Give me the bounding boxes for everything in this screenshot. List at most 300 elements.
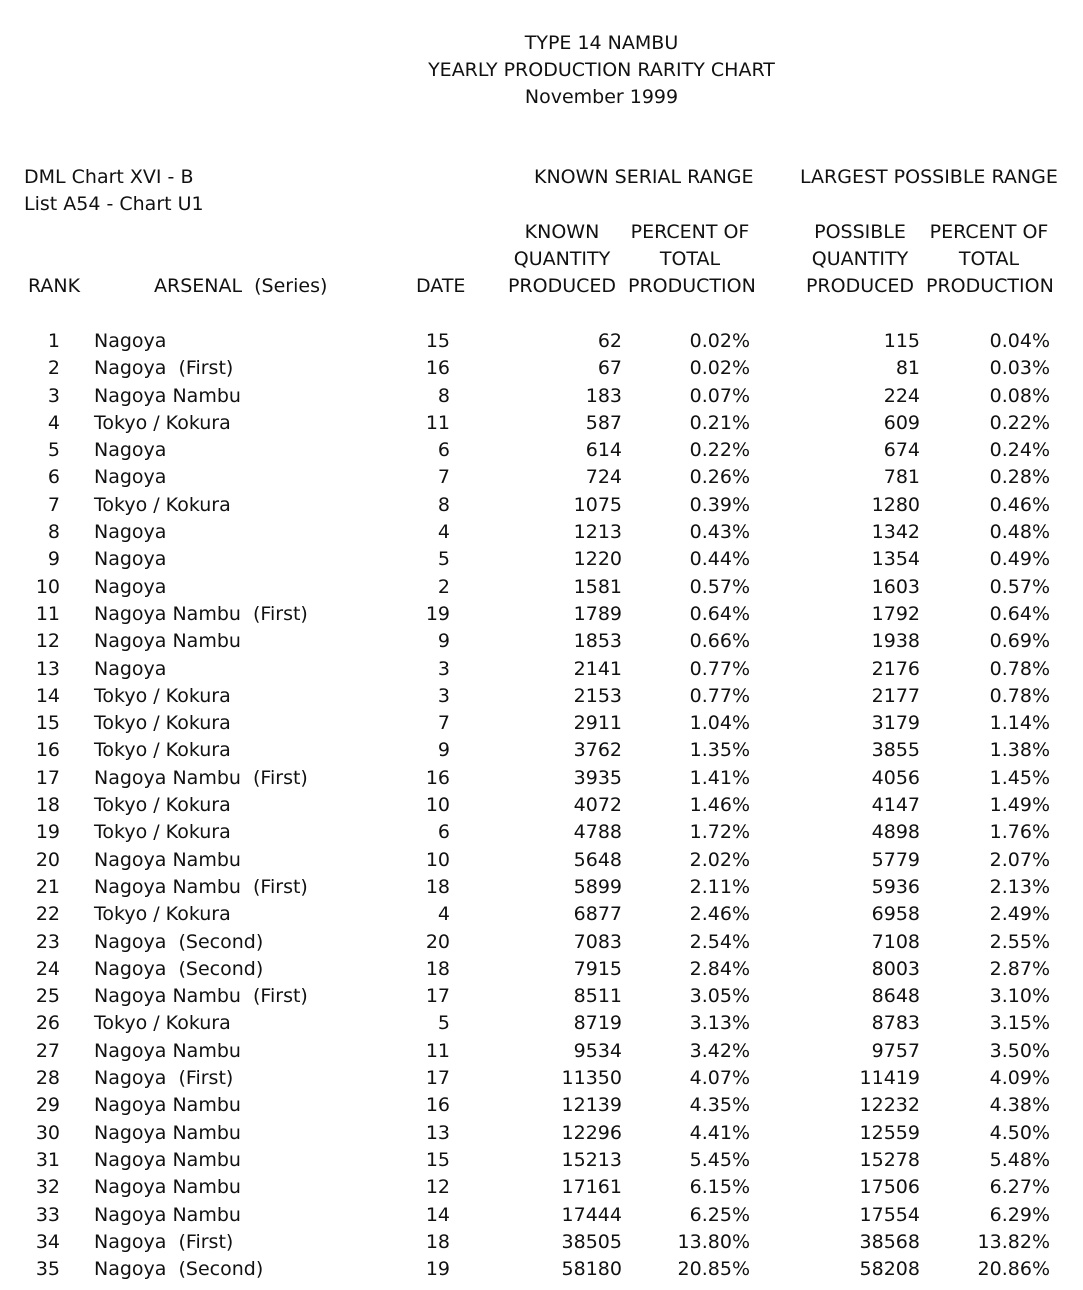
possible-quantity-cell: 58208 xyxy=(859,1258,920,1281)
known-percent-cell: 0.43% xyxy=(689,521,750,544)
known-percent-cell: 5.45% xyxy=(689,1148,750,1171)
known-quantity-cell: 1853 xyxy=(573,630,622,653)
header-line: PERCENT OF xyxy=(929,221,1049,243)
known-quantity-cell: 67 xyxy=(597,357,622,380)
known-quantity-cell: 11350 xyxy=(561,1067,622,1090)
known-quantity-cell: 1581 xyxy=(573,575,622,598)
rank-cell: 27 xyxy=(35,1039,60,1062)
known-percent-cell: 1.41% xyxy=(689,766,750,789)
date-cell: 18 xyxy=(425,957,450,980)
group-largest-possible-range: LARGEST POSSIBLE RANGE xyxy=(800,166,1058,188)
possible-percent-cell: 2.49% xyxy=(989,903,1050,926)
possible-percent-cell: 2.13% xyxy=(989,875,1050,898)
known-percent-cell: 4.35% xyxy=(689,1094,750,1117)
arsenal-cell: Nagoya xyxy=(94,657,167,680)
rank-cell: 7 xyxy=(47,493,60,516)
header-line: POSSIBLE xyxy=(814,221,906,243)
known-percent-cell: 3.05% xyxy=(689,985,750,1008)
known-percent-cell: 6.15% xyxy=(689,1176,750,1199)
table-row xyxy=(0,1202,1083,1229)
possible-percent-cell: 0.08% xyxy=(989,384,1050,407)
rank-cell: 8 xyxy=(47,521,60,544)
arsenal-cell: Nagoya (First) xyxy=(94,1230,234,1253)
possible-percent-cell: 2.55% xyxy=(989,930,1050,953)
arsenal-cell: Tokyo / Kokura xyxy=(94,739,231,762)
known-percent-cell: 2.02% xyxy=(689,848,750,871)
known-quantity-cell: 8511 xyxy=(573,985,622,1008)
possible-percent-cell: 5.48% xyxy=(989,1148,1050,1171)
date-cell: 8 xyxy=(437,384,450,407)
possible-percent-cell: 6.29% xyxy=(989,1203,1050,1226)
table-row xyxy=(0,1038,1083,1065)
known-percent-cell: 2.54% xyxy=(689,930,750,953)
rank-cell: 6 xyxy=(47,466,60,489)
date-cell: 18 xyxy=(425,1230,450,1253)
rank-cell: 22 xyxy=(35,903,60,926)
date-cell: 10 xyxy=(425,848,450,871)
possible-quantity-cell: 2176 xyxy=(871,657,920,680)
possible-quantity-cell: 115 xyxy=(883,330,920,352)
known-percent-cell: 0.02% xyxy=(689,330,750,352)
known-percent-cell: 1.35% xyxy=(689,739,750,762)
possible-quantity-cell: 7108 xyxy=(871,930,920,953)
table-row xyxy=(0,464,1083,491)
date-cell: 3 xyxy=(437,684,450,707)
date-cell: 15 xyxy=(425,330,450,352)
date-cell: 2 xyxy=(437,575,450,598)
possible-percent-cell: 0.03% xyxy=(989,357,1050,380)
known-percent-cell: 20.85% xyxy=(677,1258,750,1281)
chart-title: TYPE 14 NAMBU xyxy=(524,32,679,54)
possible-percent-cell: 1.45% xyxy=(989,766,1050,789)
rank-cell: 15 xyxy=(35,712,60,735)
possible-quantity-cell: 1603 xyxy=(871,575,920,598)
possible-percent-cell: 2.07% xyxy=(989,848,1050,871)
date-cell: 7 xyxy=(437,466,450,489)
date-cell: 12 xyxy=(425,1176,450,1199)
arsenal-cell: Tokyo / Kokura xyxy=(94,821,231,844)
header-known-quantity xyxy=(506,219,618,300)
possible-quantity-cell: 8783 xyxy=(871,1012,920,1035)
header-line: PERCENT OF xyxy=(630,221,750,243)
possible-quantity-cell: 5936 xyxy=(871,875,920,898)
known-percent-cell: 0.57% xyxy=(689,575,750,598)
possible-quantity-cell: 2177 xyxy=(871,684,920,707)
possible-quantity-cell: 3855 xyxy=(871,739,920,762)
possible-percent-cell: 0.69% xyxy=(989,630,1050,653)
arsenal-cell: Tokyo / Kokura xyxy=(94,684,231,707)
table-row xyxy=(0,683,1083,710)
arsenal-cell: Tokyo / Kokura xyxy=(94,712,231,735)
known-percent-cell: 0.21% xyxy=(689,411,750,434)
date-cell: 19 xyxy=(425,602,450,625)
possible-percent-cell: 1.49% xyxy=(989,794,1050,817)
known-quantity-cell: 724 xyxy=(585,466,622,489)
date-cell: 11 xyxy=(425,1039,450,1062)
list-id: List A54 - Chart U1 xyxy=(24,193,204,215)
rank-cell: 28 xyxy=(35,1067,60,1090)
known-quantity-cell: 4788 xyxy=(573,821,622,844)
known-quantity-cell: 1213 xyxy=(573,521,622,544)
date-cell: 9 xyxy=(437,739,450,762)
known-quantity-cell: 614 xyxy=(585,439,622,462)
arsenal-cell: Nagoya xyxy=(94,439,167,462)
date-cell: 8 xyxy=(437,493,450,516)
possible-quantity-cell: 3179 xyxy=(871,712,920,735)
rank-cell: 9 xyxy=(47,548,60,571)
rank-cell: 19 xyxy=(35,821,60,844)
header-line: TOTAL xyxy=(958,248,1020,270)
arsenal-cell: Nagoya (Second) xyxy=(94,930,264,953)
known-quantity-cell: 2141 xyxy=(573,657,622,680)
possible-quantity-cell: 9757 xyxy=(871,1039,920,1062)
known-quantity-cell: 58180 xyxy=(561,1258,622,1281)
possible-percent-cell: 0.49% xyxy=(989,548,1050,571)
known-quantity-cell: 3935 xyxy=(573,766,622,789)
rank-cell: 13 xyxy=(35,657,60,680)
possible-percent-cell: 0.24% xyxy=(989,439,1050,462)
header-rank: RANK xyxy=(28,275,81,297)
possible-percent-cell: 0.78% xyxy=(989,657,1050,680)
rank-cell: 12 xyxy=(35,630,60,653)
possible-quantity-cell: 4147 xyxy=(871,794,920,817)
table-row xyxy=(0,765,1083,792)
possible-quantity-cell: 1938 xyxy=(871,630,920,653)
date-cell: 5 xyxy=(437,1012,450,1035)
possible-quantity-cell: 609 xyxy=(883,411,920,434)
known-percent-cell: 0.44% xyxy=(689,548,750,571)
arsenal-cell: Nagoya Nambu xyxy=(94,848,241,871)
possible-quantity-cell: 4898 xyxy=(871,821,920,844)
arsenal-cell: Nagoya (Second) xyxy=(94,957,264,980)
date-cell: 4 xyxy=(437,903,450,926)
chart-date: November 1999 xyxy=(524,86,679,108)
rank-cell: 29 xyxy=(35,1094,60,1117)
arsenal-cell: Nagoya (Second) xyxy=(94,1258,264,1281)
rank-cell: 1 xyxy=(47,330,60,352)
known-percent-cell: 0.77% xyxy=(689,684,750,707)
date-cell: 4 xyxy=(437,521,450,544)
arsenal-cell: Tokyo / Kokura xyxy=(94,493,231,516)
table-row xyxy=(0,355,1083,382)
chart-subtitle: YEARLY PRODUCTION RARITY CHART xyxy=(428,59,775,81)
date-cell: 16 xyxy=(425,1094,450,1117)
date-cell: 7 xyxy=(437,712,450,735)
possible-quantity-cell: 11419 xyxy=(859,1067,920,1090)
rank-cell: 34 xyxy=(35,1230,60,1253)
possible-quantity-cell: 1280 xyxy=(871,493,920,516)
possible-quantity-cell: 17506 xyxy=(859,1176,920,1199)
known-quantity-cell: 2153 xyxy=(573,684,622,707)
rank-cell: 14 xyxy=(35,684,60,707)
table-row xyxy=(0,901,1083,928)
date-cell: 3 xyxy=(437,657,450,680)
arsenal-cell: Nagoya Nambu xyxy=(94,630,241,653)
possible-percent-cell: 1.38% xyxy=(989,739,1050,762)
known-quantity-cell: 7915 xyxy=(573,957,622,980)
arsenal-cell: Nagoya Nambu (First) xyxy=(94,875,308,898)
table-row xyxy=(0,956,1083,983)
table-row xyxy=(0,410,1083,437)
known-quantity-cell: 2911 xyxy=(573,712,622,735)
known-percent-cell: 6.25% xyxy=(689,1203,750,1226)
table-row xyxy=(0,929,1083,956)
known-percent-cell: 0.39% xyxy=(689,493,750,516)
known-percent-cell: 1.04% xyxy=(689,712,750,735)
header-possible-quantity xyxy=(804,219,916,300)
known-quantity-cell: 12139 xyxy=(561,1094,622,1117)
arsenal-cell: Nagoya Nambu (First) xyxy=(94,985,308,1008)
header-line: PRODUCED xyxy=(805,275,915,297)
possible-percent-cell: 0.64% xyxy=(989,602,1050,625)
rank-cell: 17 xyxy=(35,766,60,789)
known-quantity-cell: 8719 xyxy=(573,1012,622,1035)
arsenal-cell: Nagoya Nambu xyxy=(94,1148,241,1171)
table-row xyxy=(0,847,1083,874)
arsenal-cell: Nagoya xyxy=(94,548,167,571)
date-cell: 17 xyxy=(425,1067,450,1090)
arsenal-cell: Nagoya Nambu (First) xyxy=(94,766,308,789)
possible-quantity-cell: 1792 xyxy=(871,602,920,625)
possible-percent-cell: 20.86% xyxy=(977,1258,1050,1281)
possible-percent-cell: 2.87% xyxy=(989,957,1050,980)
known-percent-cell: 3.42% xyxy=(689,1039,750,1062)
header-line: QUANTITY xyxy=(811,248,909,270)
possible-quantity-cell: 38568 xyxy=(859,1230,920,1253)
arsenal-cell: Nagoya Nambu xyxy=(94,1121,241,1144)
date-cell: 14 xyxy=(425,1203,450,1226)
group-known-serial-range: KNOWN SERIAL RANGE xyxy=(534,166,754,188)
possible-quantity-cell: 15278 xyxy=(859,1148,920,1171)
possible-percent-cell: 4.38% xyxy=(989,1094,1050,1117)
table-row xyxy=(0,1092,1083,1119)
arsenal-cell: Nagoya (First) xyxy=(94,357,234,380)
possible-quantity-cell: 12559 xyxy=(859,1121,920,1144)
known-percent-cell: 0.22% xyxy=(689,439,750,462)
known-percent-cell: 3.13% xyxy=(689,1012,750,1035)
table-row xyxy=(0,437,1083,464)
possible-percent-cell: 3.10% xyxy=(989,985,1050,1008)
known-quantity-cell: 183 xyxy=(585,384,622,407)
possible-percent-cell: 0.48% xyxy=(989,521,1050,544)
known-percent-cell: 2.84% xyxy=(689,957,750,980)
possible-percent-cell: 0.28% xyxy=(989,466,1050,489)
possible-quantity-cell: 8648 xyxy=(871,985,920,1008)
date-cell: 13 xyxy=(425,1121,450,1144)
possible-percent-cell: 4.09% xyxy=(989,1067,1050,1090)
table-row xyxy=(0,792,1083,819)
known-percent-cell: 2.11% xyxy=(689,875,750,898)
possible-quantity-cell: 224 xyxy=(883,384,920,407)
known-quantity-cell: 12296 xyxy=(561,1121,622,1144)
rank-cell: 10 xyxy=(35,575,60,598)
header-line: PRODUCED xyxy=(507,275,617,297)
arsenal-cell: Nagoya xyxy=(94,521,167,544)
known-quantity-cell: 62 xyxy=(597,330,622,352)
known-percent-cell: 13.80% xyxy=(677,1230,750,1253)
rank-cell: 25 xyxy=(35,985,60,1008)
known-percent-cell: 4.41% xyxy=(689,1121,750,1144)
possible-quantity-cell: 1354 xyxy=(871,548,920,571)
header-date: DATE xyxy=(416,275,466,297)
table-row xyxy=(0,1120,1083,1147)
table-row xyxy=(0,574,1083,601)
date-cell: 10 xyxy=(425,794,450,817)
table-row xyxy=(0,1174,1083,1201)
known-percent-cell: 2.46% xyxy=(689,903,750,926)
arsenal-cell: Nagoya xyxy=(94,330,167,352)
rank-cell: 4 xyxy=(47,411,60,434)
possible-quantity-cell: 8003 xyxy=(871,957,920,980)
header-line: TOTAL xyxy=(659,248,721,270)
known-percent-cell: 0.26% xyxy=(689,466,750,489)
header-arsenal: ARSENAL (Series) xyxy=(154,275,328,297)
rank-cell: 20 xyxy=(35,848,60,871)
table-row xyxy=(0,819,1083,846)
known-quantity-cell: 17444 xyxy=(561,1203,622,1226)
rank-cell: 24 xyxy=(35,957,60,980)
known-percent-cell: 1.72% xyxy=(689,821,750,844)
chart-id: DML Chart XVI - B xyxy=(24,166,194,188)
possible-percent-cell: 13.82% xyxy=(977,1230,1050,1253)
known-percent-cell: 0.66% xyxy=(689,630,750,653)
known-percent-cell: 1.46% xyxy=(689,794,750,817)
table-row xyxy=(0,874,1083,901)
arsenal-cell: Tokyo / Kokura xyxy=(94,1012,231,1035)
possible-quantity-cell: 781 xyxy=(883,466,920,489)
rank-cell: 31 xyxy=(35,1148,60,1171)
known-quantity-cell: 587 xyxy=(585,411,622,434)
rank-cell: 30 xyxy=(35,1121,60,1144)
arsenal-cell: Nagoya Nambu xyxy=(94,1094,241,1117)
arsenal-cell: Nagoya Nambu (First) xyxy=(94,602,308,625)
possible-quantity-cell: 81 xyxy=(895,357,920,380)
table-row xyxy=(0,1229,1083,1256)
known-quantity-cell: 1075 xyxy=(573,493,622,516)
rank-cell: 11 xyxy=(35,602,60,625)
header-possible-percent xyxy=(926,219,1052,300)
header-line: QUANTITY xyxy=(513,248,611,270)
table-row xyxy=(0,601,1083,628)
arsenal-cell: Nagoya Nambu xyxy=(94,1039,241,1062)
possible-quantity-cell: 6958 xyxy=(871,903,920,926)
rank-cell: 3 xyxy=(47,384,60,407)
known-percent-cell: 0.77% xyxy=(689,657,750,680)
header-known-percent xyxy=(628,219,756,300)
arsenal-cell: Tokyo / Kokura xyxy=(94,411,231,434)
table-row xyxy=(0,737,1083,764)
arsenal-cell: Nagoya (First) xyxy=(94,1067,234,1090)
date-cell: 6 xyxy=(437,439,450,462)
arsenal-cell: Tokyo / Kokura xyxy=(94,794,231,817)
arsenal-cell: Nagoya Nambu xyxy=(94,384,241,407)
possible-quantity-cell: 12232 xyxy=(859,1094,920,1117)
known-percent-cell: 0.02% xyxy=(689,357,750,380)
arsenal-cell: Tokyo / Kokura xyxy=(94,903,231,926)
known-percent-cell: 0.64% xyxy=(689,602,750,625)
known-quantity-cell: 4072 xyxy=(573,794,622,817)
table-row xyxy=(0,546,1083,573)
possible-percent-cell: 4.50% xyxy=(989,1121,1050,1144)
known-quantity-cell: 3762 xyxy=(573,739,622,762)
known-quantity-cell: 5899 xyxy=(573,875,622,898)
known-quantity-cell: 1789 xyxy=(573,602,622,625)
rarity-table-body xyxy=(0,328,1083,1283)
rank-cell: 33 xyxy=(35,1203,60,1226)
possible-percent-cell: 0.22% xyxy=(989,411,1050,434)
table-row xyxy=(0,710,1083,737)
date-cell: 5 xyxy=(437,548,450,571)
possible-percent-cell: 1.14% xyxy=(989,712,1050,735)
known-quantity-cell: 6877 xyxy=(573,903,622,926)
table-row xyxy=(0,492,1083,519)
rank-cell: 18 xyxy=(35,794,60,817)
table-row xyxy=(0,983,1083,1010)
date-cell: 20 xyxy=(425,930,450,953)
rank-cell: 5 xyxy=(47,439,60,462)
header-line: PRODUCTION xyxy=(926,275,1054,297)
arsenal-cell: Nagoya xyxy=(94,575,167,598)
possible-percent-cell: 0.57% xyxy=(989,575,1050,598)
date-cell: 6 xyxy=(437,821,450,844)
table-row xyxy=(0,328,1083,355)
date-cell: 17 xyxy=(425,985,450,1008)
table-row xyxy=(0,1256,1083,1283)
header-line: KNOWN xyxy=(524,221,600,243)
date-cell: 16 xyxy=(425,766,450,789)
possible-percent-cell: 6.27% xyxy=(989,1176,1050,1199)
table-row xyxy=(0,383,1083,410)
date-cell: 16 xyxy=(425,357,450,380)
table-row xyxy=(0,519,1083,546)
table-row xyxy=(0,1065,1083,1092)
date-cell: 9 xyxy=(437,630,450,653)
possible-percent-cell: 3.15% xyxy=(989,1012,1050,1035)
table-row xyxy=(0,656,1083,683)
date-cell: 15 xyxy=(425,1148,450,1171)
known-quantity-cell: 17161 xyxy=(561,1176,622,1199)
title-block xyxy=(60,30,1083,111)
known-percent-cell: 0.07% xyxy=(689,384,750,407)
known-quantity-cell: 9534 xyxy=(573,1039,622,1062)
header-line: PRODUCTION xyxy=(628,275,756,297)
possible-percent-cell: 0.78% xyxy=(989,684,1050,707)
possible-percent-cell: 3.50% xyxy=(989,1039,1050,1062)
possible-percent-cell: 0.04% xyxy=(989,330,1050,352)
arsenal-cell: Nagoya Nambu xyxy=(94,1203,241,1226)
rank-cell: 21 xyxy=(35,875,60,898)
date-cell: 18 xyxy=(425,875,450,898)
rank-cell: 2 xyxy=(47,357,60,380)
possible-quantity-cell: 1342 xyxy=(871,521,920,544)
table-row xyxy=(0,1010,1083,1037)
possible-quantity-cell: 674 xyxy=(883,439,920,462)
possible-percent-cell: 0.46% xyxy=(989,493,1050,516)
arsenal-cell: Nagoya Nambu xyxy=(94,1176,241,1199)
arsenal-cell: Nagoya xyxy=(94,466,167,489)
known-quantity-cell: 15213 xyxy=(561,1148,622,1171)
possible-quantity-cell: 5779 xyxy=(871,848,920,871)
date-cell: 19 xyxy=(425,1258,450,1281)
rank-cell: 35 xyxy=(35,1258,60,1281)
possible-quantity-cell: 4056 xyxy=(871,766,920,789)
rank-cell: 32 xyxy=(35,1176,60,1199)
known-percent-cell: 4.07% xyxy=(689,1067,750,1090)
table-row xyxy=(0,1147,1083,1174)
rank-cell: 16 xyxy=(35,739,60,762)
rank-cell: 23 xyxy=(35,930,60,953)
known-quantity-cell: 38505 xyxy=(561,1230,622,1253)
